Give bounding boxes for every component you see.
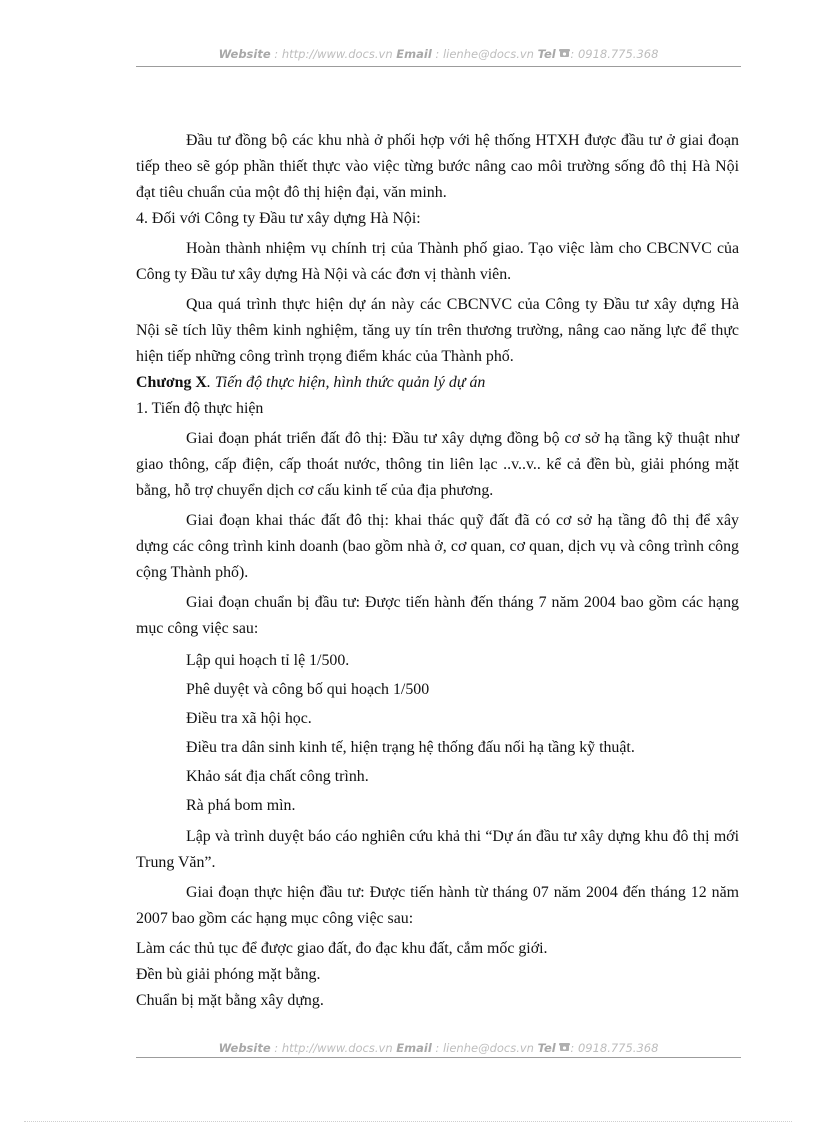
chapter-heading	[136, 370, 739, 396]
list-item: Điều tra dân sinh kinh tế, hiện trạng hệ thống đấu nối hạ tầng kỹ thuật.	[186, 739, 635, 756]
footer-tel-label: Tel	[537, 1041, 556, 1055]
paragraph-7: Lập và trình duyệt báo cáo nghiên cứu khả thi “Dự án đầu tư xây dựng khu đô thị mới Trung Văn”.	[136, 828, 739, 871]
footer-email-link[interactable]: lienhe@docs.vn	[442, 1041, 534, 1055]
section-heading-4: 4. Đối với Công ty Đầu tư xây dựng Hà Nội:	[136, 210, 421, 227]
tail-line: Đền bù giải phóng mặt bằng.	[136, 966, 321, 983]
chapter-label: Chương X	[136, 374, 207, 391]
phone-icon	[559, 1041, 570, 1055]
footer-email-label: Email	[396, 1041, 432, 1055]
footer-tel-value: 0918.775.368	[577, 1041, 659, 1055]
page-header: Website : http://www.docs.vn Email : lienhe@docs.vn Tel : 0918.775.368	[218, 47, 659, 61]
header-divider	[136, 66, 741, 67]
footer-website-label: Website	[218, 1041, 271, 1055]
paragraph-2: Hoàn thành nhiệm vụ chính trị của Thành phố giao. Tạo việc làm cho CBCNVC của Công ty Đầu tư xây dựng Hà Nội và các đơn vị thành viên.	[136, 240, 739, 283]
paragraph-8: Giai đoạn thực hiện đầu tư: Được tiến hành từ tháng 07 năm 2004 đến tháng 12 năm 2007 bao gồm các hạng mục công việc sau:	[136, 884, 739, 927]
document-body	[136, 128, 739, 1014]
phone-icon	[559, 47, 570, 61]
chapter-title: . Tiến độ thực hiện, hình thức quản lý dự án	[206, 374, 486, 391]
section-heading-1: 1. Tiến độ thực hiện	[136, 400, 264, 417]
page-bottom-border	[24, 1121, 792, 1122]
footer-website-link[interactable]: http://www.docs.vn	[281, 1041, 393, 1055]
paragraph-3: Qua quá trình thực hiện dự án này các CBCNVC của Công ty Đầu tư xây dựng Hà Nội sẽ tích lũy thêm kinh nghiệm, tăng uy tín trên thương trường, nâng cao năng lực để thực hiện tiếp những công trình trọng điểm khác của Thành phố.	[136, 296, 739, 365]
header-email-label: Email	[396, 47, 432, 61]
list-item: Điều tra xã hội học.	[186, 710, 312, 727]
header-email-link[interactable]: lienhe@docs.vn	[442, 47, 534, 61]
paragraph-4: Giai đoạn phát triển đất đô thị: Đầu tư xây dựng đồng bộ cơ sở hạ tầng kỹ thuật như giao thông, cấp điện, cấp thoát nước, thông tin liên lạc ..v..v.. kể cả đền bù, giải phóng mặt bằng, hỗ trợ chuyển dịch cơ cấu kinh tế của địa phương.	[136, 430, 739, 499]
task-list	[136, 646, 739, 820]
tail-line: Chuẩn bị mặt bằng xây dựng.	[136, 992, 324, 1009]
list-item: Khảo sát địa chất công trình.	[186, 768, 369, 785]
header-website-link[interactable]: http://www.docs.vn	[281, 47, 393, 61]
paragraph-1: Đầu tư đồng bộ các khu nhà ở phối hợp với hệ thống HTXH được đầu tư ở giai đoạn tiếp theo sẽ góp phần thiết thực vào việc từng bước nâng cao môi trường sống đô thị Hà Nội đạt tiêu chuẩn của một đô thị hiện đại, văn minh.	[136, 132, 739, 201]
list-item: Phê duyệt và công bố qui hoạch 1/500	[186, 681, 430, 698]
header-tel-label: Tel	[537, 47, 556, 61]
list-item: Lập qui hoạch tỉ lệ 1/500.	[186, 652, 350, 669]
list-item: Rà phá bom mìn.	[186, 797, 296, 814]
header-tel-value: 0918.775.368	[577, 47, 659, 61]
header-website-label: Website	[218, 47, 271, 61]
paragraph-6: Giai đoạn chuẩn bị đầu tư: Được tiến hành đến tháng 7 năm 2004 bao gồm các hạng mục công việc sau:	[136, 594, 739, 637]
paragraph-5: Giai đoạn khai thác đất đô thị: khai thác quỹ đất đã có cơ sở hạ tầng đô thị để xây dựng các công trình kinh doanh (bao gồm nhà ở, cơ quan, cơ quan, dịch vụ và công trình công cộng Thành phố).	[136, 512, 739, 581]
footer-divider	[136, 1057, 741, 1058]
page-footer: Website : http://www.docs.vn Email : lienhe@docs.vn Tel : 0918.775.368	[218, 1041, 659, 1055]
tail-line: Làm các thủ tục để được giao đất, đo đạc khu đất, cắm mốc giới.	[136, 940, 548, 957]
